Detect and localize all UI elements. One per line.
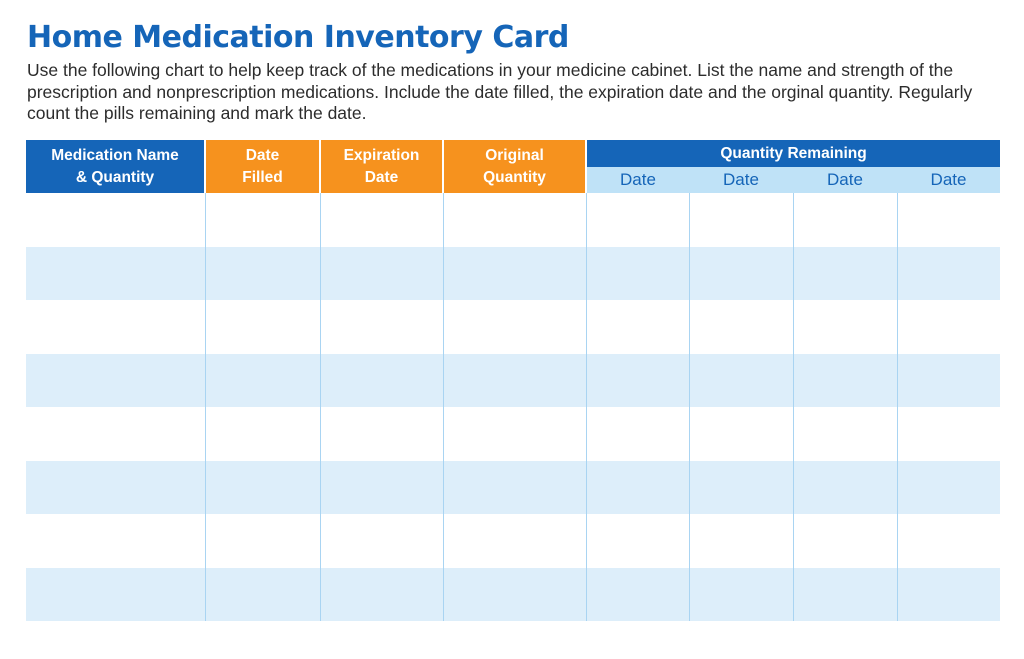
cell-quantity-date-3 xyxy=(793,461,897,515)
cell-original-quantity xyxy=(443,568,586,622)
cell-medication-name xyxy=(26,300,205,354)
cell-quantity-date-2 xyxy=(689,354,793,408)
header-medication-name xyxy=(26,140,205,193)
header-date-filled-line-1: Date xyxy=(245,146,280,164)
subheader-date-2: Date xyxy=(689,167,793,193)
cell-medication-name xyxy=(26,193,205,247)
cell-original-quantity xyxy=(443,193,586,247)
cell-original-quantity xyxy=(443,407,586,461)
table-body xyxy=(26,193,1000,621)
cell-original-quantity xyxy=(443,300,586,354)
cell-expiration-date xyxy=(320,461,443,515)
cell-quantity-date-2 xyxy=(689,461,793,515)
table-row xyxy=(26,354,1000,408)
cell-original-quantity xyxy=(443,354,586,408)
cell-date-filled xyxy=(205,461,320,515)
table-row xyxy=(26,407,1000,461)
table-row xyxy=(26,300,1000,354)
cell-quantity-date-3 xyxy=(793,514,897,568)
cell-date-filled xyxy=(205,354,320,408)
cell-quantity-date-1 xyxy=(586,568,689,622)
cell-quantity-date-2 xyxy=(689,300,793,354)
header-date-filled-line-2: Filled xyxy=(242,168,283,186)
cell-quantity-date-3 xyxy=(793,193,897,247)
header-date-filled xyxy=(205,140,320,193)
cell-quantity-date-1 xyxy=(586,247,689,301)
cell-quantity-date-2 xyxy=(689,514,793,568)
header-row xyxy=(26,140,1000,167)
cell-original-quantity xyxy=(443,461,586,515)
cell-quantity-date-1 xyxy=(586,461,689,515)
medication-inventory-table xyxy=(26,140,1000,621)
page-title: Home Medication Inventory Card xyxy=(27,20,569,55)
cell-medication-name xyxy=(26,568,205,622)
cell-expiration-date xyxy=(320,354,443,408)
header-original-line-2: Quantity xyxy=(483,168,546,186)
cell-original-quantity xyxy=(443,514,586,568)
cell-date-filled xyxy=(205,568,320,622)
cell-original-quantity xyxy=(443,247,586,301)
subheader-date-1: Date xyxy=(586,167,689,193)
table-row xyxy=(26,193,1000,247)
cell-expiration-date xyxy=(320,514,443,568)
header-medication-line-2: & Quantity xyxy=(75,168,155,186)
cell-quantity-date-1 xyxy=(586,514,689,568)
cell-expiration-date xyxy=(320,568,443,622)
cell-quantity-date-4 xyxy=(897,514,1000,568)
cell-quantity-date-4 xyxy=(897,300,1000,354)
table-row xyxy=(26,247,1000,301)
cell-date-filled xyxy=(205,193,320,247)
cell-quantity-date-4 xyxy=(897,568,1000,622)
cell-quantity-date-3 xyxy=(793,247,897,301)
cell-quantity-date-4 xyxy=(897,354,1000,408)
cell-quantity-date-2 xyxy=(689,568,793,622)
cell-medication-name xyxy=(26,354,205,408)
cell-quantity-date-2 xyxy=(689,407,793,461)
header-expiration-date xyxy=(320,140,443,193)
cell-date-filled xyxy=(205,247,320,301)
cell-quantity-date-3 xyxy=(793,407,897,461)
cell-date-filled xyxy=(205,407,320,461)
cell-quantity-date-3 xyxy=(793,568,897,622)
header-expiration-line-2: Date xyxy=(364,168,399,186)
cell-medication-name xyxy=(26,461,205,515)
cell-quantity-date-4 xyxy=(897,193,1000,247)
subheader-date-4: Date xyxy=(897,167,1000,193)
cell-expiration-date xyxy=(320,407,443,461)
cell-medication-name xyxy=(26,514,205,568)
cell-quantity-date-1 xyxy=(586,354,689,408)
cell-expiration-date xyxy=(320,300,443,354)
cell-expiration-date xyxy=(320,193,443,247)
header-quantity-remaining: Quantity Remaining xyxy=(586,140,1000,167)
cell-quantity-date-4 xyxy=(897,461,1000,515)
cell-date-filled xyxy=(205,514,320,568)
cell-quantity-date-1 xyxy=(586,193,689,247)
cell-quantity-date-2 xyxy=(689,247,793,301)
table-row xyxy=(26,514,1000,568)
header-expiration-line-1: Expiration xyxy=(343,146,420,164)
intro-text: Use the following chart to help keep track of the medications in your medicine cabinet. List the name and strength of the prescription and nonprescription medications. Include the date filled, the expiration date and the orginal quantity. Regularly count the pills remaining and mark the date. xyxy=(27,60,973,123)
cell-medication-name xyxy=(26,247,205,301)
cell-quantity-date-1 xyxy=(586,300,689,354)
cell-expiration-date xyxy=(320,247,443,301)
subheader-date-3: Date xyxy=(793,167,897,193)
cell-quantity-date-3 xyxy=(793,300,897,354)
cell-date-filled xyxy=(205,300,320,354)
cell-quantity-date-2 xyxy=(689,193,793,247)
cell-quantity-date-3 xyxy=(793,354,897,408)
table-row xyxy=(26,568,1000,622)
table-row xyxy=(26,461,1000,515)
header-original-line-1: Original xyxy=(485,146,544,164)
cell-quantity-date-1 xyxy=(586,407,689,461)
cell-quantity-date-4 xyxy=(897,247,1000,301)
header-original-quantity xyxy=(443,140,586,193)
header-medication-line-1: Medication Name xyxy=(51,146,179,164)
cell-quantity-date-4 xyxy=(897,407,1000,461)
cell-medication-name xyxy=(26,407,205,461)
